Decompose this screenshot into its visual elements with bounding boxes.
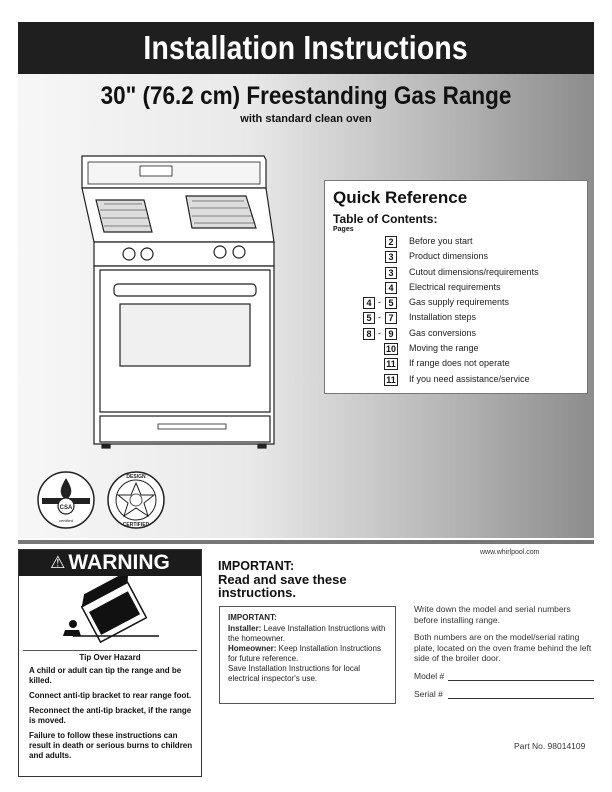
page-title: Installation Instructions bbox=[143, 29, 469, 66]
rating-plate-location: Both numbers are on the model/serial rating plate, located on the oven frame behind the left side of the broiler door. bbox=[414, 632, 592, 663]
serial-number-field[interactable] bbox=[414, 689, 594, 701]
badge2-bottom-text: CERTIFIED bbox=[122, 522, 150, 528]
toc-row bbox=[325, 358, 589, 373]
toc-page-end: 5 bbox=[385, 297, 397, 309]
toc-entry-label: If range does not operate bbox=[409, 358, 510, 369]
toc-page-end: 7 bbox=[385, 312, 397, 324]
toc-page-number: 11 bbox=[384, 358, 398, 370]
hero-panel bbox=[18, 74, 594, 538]
badge1-text: CSA bbox=[59, 505, 73, 511]
model-label: Model # bbox=[414, 670, 445, 681]
important-subheading-2: instructions. bbox=[218, 585, 297, 600]
model-serial-instructions: Write down the model and serial numbers before installing range. bbox=[414, 604, 571, 625]
product-variant: with standard clean oven bbox=[240, 113, 372, 125]
installer-note bbox=[228, 624, 387, 644]
toc-page-end: 9 bbox=[385, 328, 397, 340]
quick-reference-box bbox=[324, 180, 588, 394]
installer-text: Leave Installation Instructions with the homeowner. bbox=[228, 624, 386, 643]
homeowner-note bbox=[228, 644, 387, 664]
toc-row bbox=[325, 328, 589, 343]
design-certified-badge bbox=[108, 472, 164, 528]
toc-page-number: 11 bbox=[384, 374, 398, 386]
important-heading-block bbox=[218, 560, 347, 599]
toc-list bbox=[325, 236, 589, 389]
badge2-top-text: DESIGN bbox=[126, 474, 146, 480]
toc-row bbox=[325, 267, 589, 282]
toc-row bbox=[325, 236, 589, 251]
toc-page-number: 4 bbox=[385, 282, 397, 294]
installer-label: Installer: bbox=[228, 624, 262, 633]
toc-page-dash: - bbox=[378, 327, 381, 338]
important-box bbox=[219, 606, 396, 704]
section-divider bbox=[18, 540, 594, 544]
warning-paragraph: A child or adult can tip the range and be killed. bbox=[29, 666, 182, 685]
toc-title: Table of Contents: bbox=[333, 212, 438, 226]
toc-entry-label: If you need assistance/service bbox=[409, 373, 530, 384]
toc-page-number: 3 bbox=[385, 267, 397, 279]
toc-page-start: 8 bbox=[363, 328, 375, 340]
important-subheading-1: Read and save these bbox=[218, 572, 347, 587]
serial-label: Serial # bbox=[414, 688, 443, 699]
warning-paragraph: Reconnect the anti-tip bracket, if the range is moved. bbox=[29, 706, 192, 725]
toc-page-dash: - bbox=[378, 297, 381, 308]
toc-entry-label: Product dimensions bbox=[409, 251, 489, 262]
toc-row bbox=[325, 374, 589, 389]
website-url: www.whirlpool.com bbox=[480, 549, 540, 556]
toc-page-number: 2 bbox=[385, 236, 397, 248]
warning-paragraph: Failure to follow these instructions can result in death or serious burns to children and adults. bbox=[29, 731, 193, 760]
homeowner-text: Keep Installation Instructions for future reference. bbox=[228, 644, 381, 663]
toc-page-number: 3 bbox=[385, 251, 397, 263]
homeowner-label: Homeowner: bbox=[228, 644, 277, 653]
toc-row bbox=[325, 251, 589, 266]
range-illustration bbox=[74, 144, 284, 454]
title-bar bbox=[18, 22, 594, 74]
part-number: Part No. 98014109 bbox=[514, 741, 586, 751]
toc-entry-label: Cutout dimensions/requirements bbox=[409, 266, 539, 277]
warning-rule bbox=[23, 650, 197, 651]
warning-paragraph: Connect anti-tip bracket to rear range foot. bbox=[29, 691, 192, 700]
toc-row bbox=[325, 297, 589, 312]
toc-row bbox=[325, 343, 589, 358]
toc-row bbox=[325, 312, 589, 327]
important-box-heading: IMPORTANT: bbox=[228, 613, 277, 622]
certification-logos bbox=[36, 466, 176, 536]
toc-entry-label: Installation steps bbox=[409, 312, 477, 323]
toc-entry-label: Gas conversions bbox=[409, 327, 477, 338]
save-note: Save Installation Instructions for local electrical inspector's use. bbox=[228, 664, 361, 683]
product-subtitle: 30" (76.2 cm) Freestanding Gas Range bbox=[100, 82, 512, 110]
warning-header bbox=[19, 550, 201, 576]
csa-certified-badge bbox=[38, 472, 94, 528]
important-heading: IMPORTANT: bbox=[218, 559, 295, 573]
toc-page-number: 10 bbox=[385, 344, 396, 355]
tip-over-illustration bbox=[19, 576, 201, 650]
warning-heading: WARNING bbox=[68, 551, 170, 574]
toc-page-start: 5 bbox=[363, 312, 375, 324]
warning-text bbox=[29, 666, 197, 766]
model-number-field[interactable] bbox=[414, 671, 594, 683]
quick-reference-title: Quick Reference bbox=[333, 188, 468, 207]
pages-label: Pages bbox=[333, 226, 354, 233]
badge1-caption: certified bbox=[58, 518, 74, 523]
warning-triangle-icon: ⚠ bbox=[50, 553, 66, 572]
tip-over-caption: Tip Over Hazard bbox=[79, 653, 141, 662]
serial-write-line[interactable] bbox=[448, 698, 594, 699]
toc-row bbox=[325, 282, 589, 297]
model-serial-section bbox=[414, 604, 594, 701]
toc-entry-label: Electrical requirements bbox=[409, 281, 501, 292]
toc-entry-label: Before you start bbox=[409, 236, 473, 246]
toc-entry-label: Moving the range bbox=[409, 343, 479, 354]
warning-box bbox=[18, 549, 202, 777]
toc-page-start: 4 bbox=[363, 297, 375, 309]
model-write-line[interactable] bbox=[448, 680, 594, 681]
toc-page-dash: - bbox=[378, 312, 381, 323]
toc-entry-label: Gas supply requirements bbox=[409, 297, 510, 308]
